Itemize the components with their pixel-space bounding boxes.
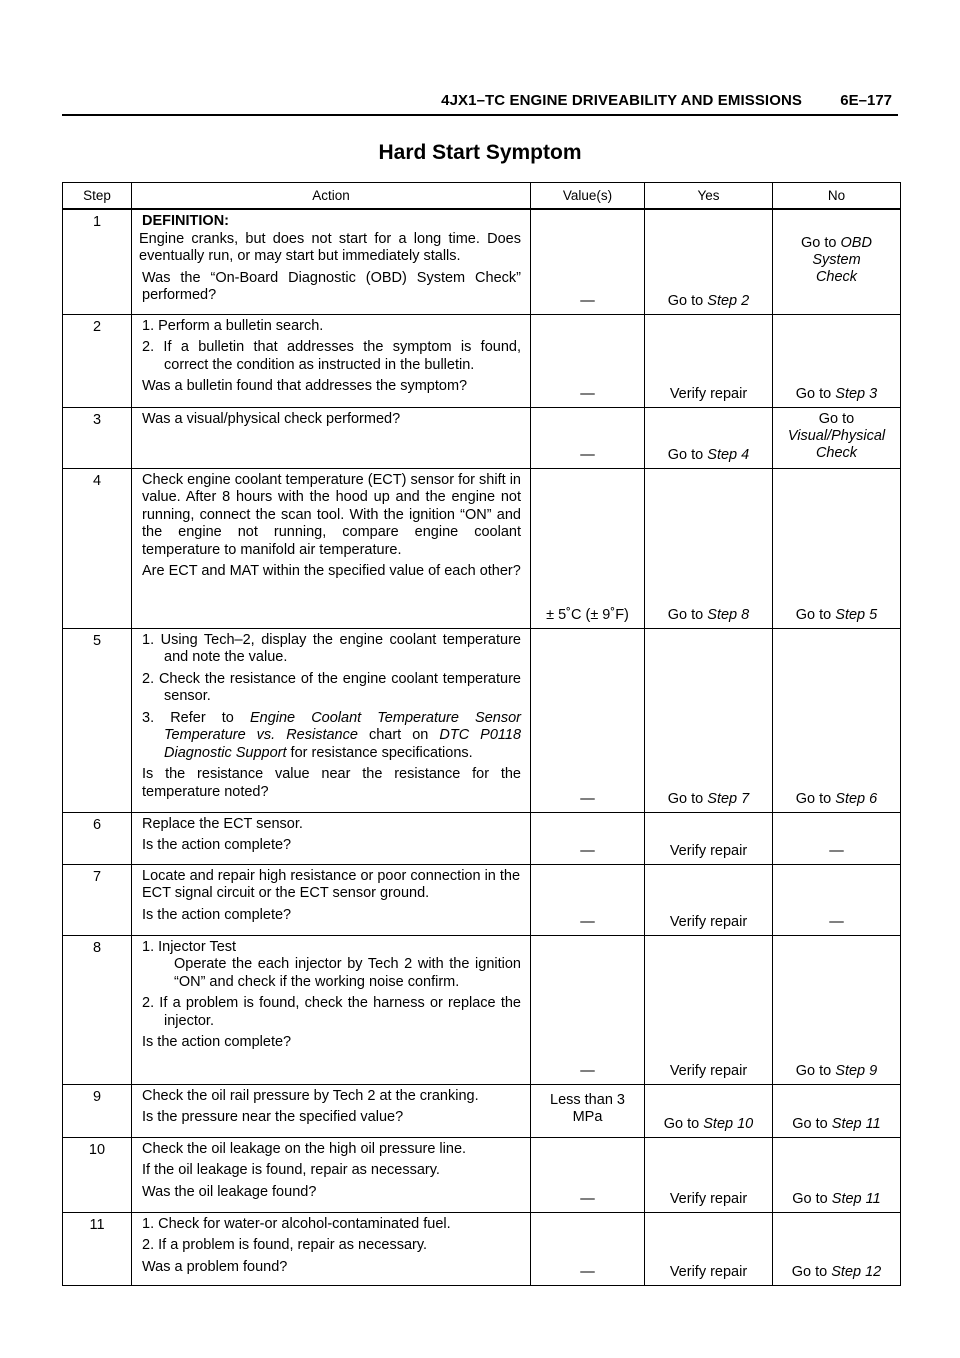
value-text: Less than 3 MPa	[550, 1091, 625, 1125]
step-number: 9	[63, 1084, 132, 1137]
definition-text: Engine cranks, but does not start for a long time. Does eventually run, or may start but immediately stalls.	[139, 230, 521, 264]
action-item: 2. If a problem is found, check the harness or replace the injector.	[142, 995, 521, 1029]
page-number: 6E–177	[840, 92, 892, 109]
no-action	[773, 209, 901, 314]
no-ref: OBD System Check	[812, 234, 872, 285]
step-number: 4	[63, 468, 132, 628]
no-action: —	[773, 864, 901, 935]
no-ref: Step 11	[831, 1191, 881, 1207]
yes-prefix: Go to	[663, 1116, 700, 1132]
action-item	[142, 710, 521, 763]
dtc-reference: DTC P0118 Diagnostic Support	[164, 727, 522, 761]
yes-action: Verify repair	[645, 1137, 773, 1212]
step-value: —	[531, 1137, 645, 1212]
step-action	[132, 209, 531, 314]
step-value	[531, 1084, 645, 1137]
step-number: 6	[63, 812, 132, 864]
action-text: Locate and repair high resistance or poor connection in the ECT signal circuit or the ECT sensor ground.	[142, 867, 521, 901]
step-value: ± 5˚C (± 9˚F)	[531, 468, 645, 628]
step-action	[132, 468, 531, 628]
action-item: 2. If a problem is found, repair as necessary.	[142, 1237, 428, 1253]
item-mid: chart on	[368, 727, 429, 743]
step-number: 1	[63, 209, 132, 314]
col-header-yes: Yes	[645, 183, 773, 210]
no-action	[773, 314, 901, 407]
running-header	[62, 84, 898, 116]
yes-prefix: Go to	[667, 791, 704, 807]
action-item: 2. Check the resistance of the engine coolant temperature sensor.	[142, 670, 521, 704]
table-header-row	[63, 183, 901, 210]
step-action	[132, 1137, 531, 1212]
yes-ref: Step 4	[707, 447, 750, 463]
no-action	[773, 1212, 901, 1285]
page-title: Hard Start Symptom	[378, 141, 582, 164]
step-question: Are ECT and MAT within the specified value of each other?	[142, 563, 521, 579]
yes-ref: Step 8	[707, 607, 750, 623]
no-action	[773, 468, 901, 628]
action-item: 1. Using Tech–2, display the engine coolant temperature and note the value.	[142, 631, 521, 665]
step-action	[132, 935, 531, 1084]
step-action	[132, 812, 531, 864]
yes-action: Verify repair	[645, 864, 773, 935]
yes-action: Verify repair	[645, 935, 773, 1084]
table-row	[63, 1084, 901, 1137]
no-ref: Step 6	[835, 791, 878, 807]
item-suffix: for resistance specifications.	[290, 744, 473, 761]
table-row	[63, 812, 901, 864]
action-text: If the oil leakage is found, repair as necessary.	[142, 1162, 440, 1178]
table-row	[63, 468, 901, 628]
no-prefix: Go to	[818, 410, 855, 427]
step-number: 5	[63, 628, 132, 812]
no-prefix: Go to	[795, 791, 832, 807]
yes-prefix: Go to	[667, 293, 704, 309]
step-question: Is the action complete?	[142, 837, 292, 853]
action-text: Check the oil leakage on the high oil pressure line.	[142, 1140, 467, 1157]
step-value: —	[531, 1212, 645, 1285]
col-header-values: Value(s)	[531, 183, 645, 210]
no-ref: Step 3	[835, 386, 878, 402]
step-action	[132, 628, 531, 812]
step-number: 8	[63, 935, 132, 1084]
no-action	[773, 935, 901, 1084]
yes-action	[645, 407, 773, 468]
table-row	[63, 1212, 901, 1285]
table-row	[63, 209, 901, 314]
table-row	[63, 1137, 901, 1212]
step-value: —	[531, 628, 645, 812]
yes-action	[645, 468, 773, 628]
no-prefix: Go to	[801, 234, 837, 251]
no-ref: Step 5	[835, 607, 878, 623]
table-row	[63, 628, 901, 812]
step-action	[132, 314, 531, 407]
step-question: Was a bulletin found that addresses the symptom?	[142, 378, 468, 394]
table-row	[63, 935, 901, 1084]
no-action	[773, 1137, 901, 1212]
no-ref: Step 12	[831, 1264, 882, 1280]
action-item: 1. Check for water-or alcohol-contaminated fuel.	[142, 1215, 451, 1232]
no-prefix: Go to	[795, 1063, 832, 1079]
action-text: Check engine coolant temperature (ECT) sensor for shift in value. After 8 hours with the hood up and the engine not running, connect the scan tool. With the ignition “ON” and the engine not running, compare engine coolant temperature to manifold air temperature.	[142, 471, 521, 558]
col-header-no: No	[773, 183, 901, 210]
step-action	[132, 864, 531, 935]
no-ref: Visual/Physical Check	[787, 428, 886, 461]
step-value: —	[531, 407, 645, 468]
col-header-step: Step	[63, 183, 132, 210]
action-item: 1. Perform a bulletin search.	[142, 317, 324, 334]
step-question: Was a problem found?	[142, 1258, 288, 1275]
step-action	[132, 407, 531, 468]
step-number: 11	[63, 1212, 132, 1285]
no-ref: Step 11	[831, 1116, 881, 1132]
step-number: 2	[63, 314, 132, 407]
no-action	[773, 407, 901, 468]
step-value: —	[531, 935, 645, 1084]
diagnostic-table	[62, 182, 901, 1286]
yes-action: Verify repair	[645, 812, 773, 864]
step-question: Was the oil leakage found?	[142, 1183, 317, 1200]
yes-action: Verify repair	[645, 1212, 773, 1285]
yes-ref: Step 10	[703, 1116, 754, 1132]
no-action	[773, 1084, 901, 1137]
no-prefix: Go to	[795, 607, 832, 623]
step-value: —	[531, 812, 645, 864]
step-question: Is the resistance value near the resistance for the temperature noted?	[142, 766, 521, 800]
step-number: 10	[63, 1137, 132, 1212]
section-title: 4JX1–TC ENGINE DRIVEABILITY AND EMISSIONS	[441, 92, 802, 109]
step-question: Is the pressure near the specified value?	[142, 1109, 404, 1125]
step-action	[132, 1084, 531, 1137]
step-question: Is the action complete?	[142, 906, 292, 923]
table-row	[63, 314, 901, 407]
no-prefix: Go to	[795, 386, 832, 402]
yes-prefix: Go to	[667, 447, 704, 463]
yes-action	[645, 209, 773, 314]
step-question: Was the “On-Board Diagnostic (OBD) System Check” performed?	[142, 269, 521, 303]
yes-action: Verify repair	[645, 314, 773, 407]
step-value: —	[531, 314, 645, 407]
table-row	[63, 864, 901, 935]
definition-label: DEFINITION:	[142, 213, 229, 229]
yes-ref: Step 2	[707, 293, 750, 309]
yes-ref: Step 7	[707, 791, 750, 807]
step-value: —	[531, 209, 645, 314]
table-row	[63, 407, 901, 468]
col-header-action: Action	[132, 183, 531, 210]
no-prefix: Go to	[792, 1116, 828, 1132]
chart-reference: Engine Coolant Temperature Sensor Temperature vs. Resistance	[164, 709, 521, 743]
no-prefix: Go to	[792, 1191, 828, 1207]
action-item-detail: Operate the each injector by Tech 2 with the ignition “ON” and check if the working noise confirm.	[174, 956, 521, 990]
yes-action	[645, 1084, 773, 1137]
yes-prefix: Go to	[667, 607, 704, 623]
no-action	[773, 628, 901, 812]
action-item: 1. Injector Test	[142, 938, 237, 955]
no-prefix: Go to	[791, 1264, 828, 1280]
step-question: Is the action complete?	[142, 1034, 292, 1050]
step-action	[132, 1212, 531, 1285]
yes-action	[645, 628, 773, 812]
action-text: Replace the ECT sensor.	[142, 815, 303, 832]
action-item: 2. If a bulletin that addresses the symptom is found, correct the condition as instructed in the bulletin.	[142, 339, 521, 373]
no-action: —	[773, 812, 901, 864]
step-number: 3	[63, 407, 132, 468]
step-number: 7	[63, 864, 132, 935]
action-text: Check the oil rail pressure by Tech 2 at the cranking.	[142, 1087, 479, 1104]
step-question: Was a visual/physical check performed?	[142, 410, 401, 427]
item-prefix: 3. Refer to	[142, 709, 234, 726]
step-value: —	[531, 864, 645, 935]
no-ref: Step 9	[835, 1063, 878, 1079]
